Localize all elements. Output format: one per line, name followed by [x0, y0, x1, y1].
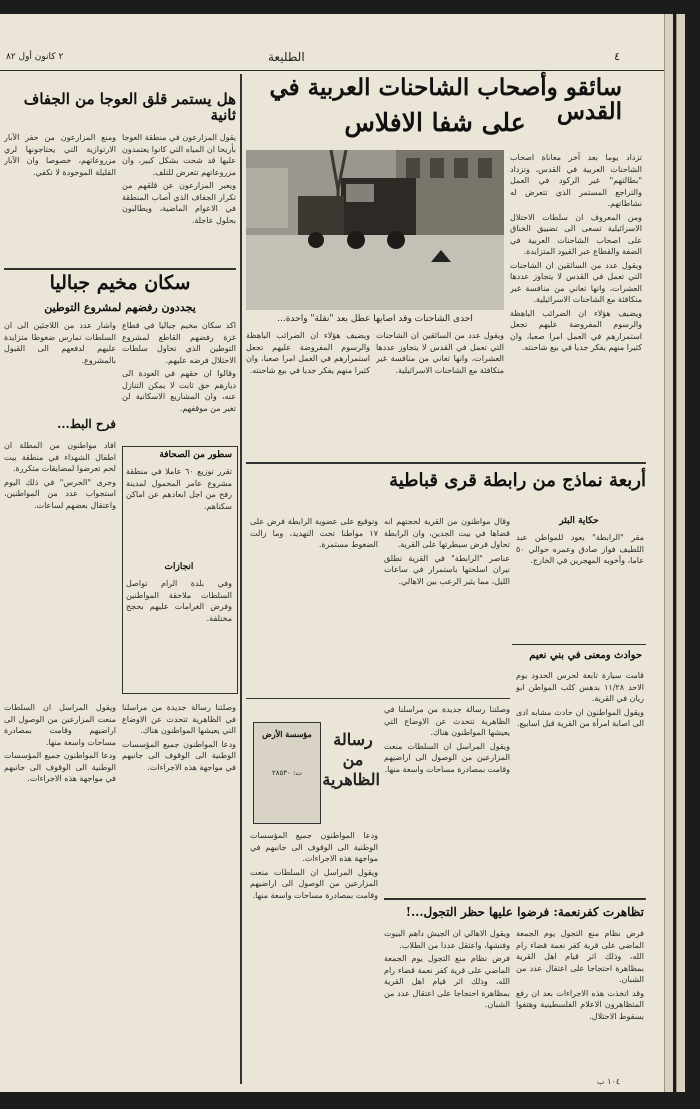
- letter-paragraph: ودعا المواطنون جميع المؤسسات الوطنية الى الوقوف الى جانبهم في مواجهة هذه الاجراءات.: [4, 751, 116, 783]
- section-rule: [4, 268, 236, 270]
- villages-col-a: [516, 532, 644, 638]
- letter-col-a: [384, 704, 510, 894]
- demo-col-a: [516, 928, 644, 1076]
- header-date: ٢ كانون أول ٨٢: [6, 52, 64, 62]
- villages-paragraph: وتوقيع على عضوية الرابطة فرض على ١٧ مواطنا تحت التهديد، وما زالت الضغوط مستمرة.: [250, 517, 378, 549]
- lead-paragraph: ويقول عدد من السائقين ان الشاحنات التي تعمل في القدس لا يتجاوز عددها العشرات، وانها تعاني من منافسة غير متكافئة مع الشاحنات الاسرائيلية.: [510, 260, 642, 304]
- demo-paragraph: ويقول الاهالي ان الجيش داهم البيوت وفتشها، واعتقل عددا من الطلاب.: [384, 929, 510, 950]
- newspaper-name: الطليعة: [268, 50, 305, 64]
- footer-code: ١٠٤ ب: [597, 1077, 620, 1086]
- cases-col: [126, 578, 232, 688]
- section-rule: [384, 898, 646, 900]
- letter-title: رسالة من الظاهرية: [322, 730, 380, 789]
- drought-paragraph: ويعبر المزارعون عن قلقهم من تكرار الجفاف الذي أصاب المنطقة في الاعوام الماضية، ويطالبون بحلول عاجلة.: [122, 181, 236, 225]
- camp-col-a: [122, 320, 236, 440]
- villages-col-c: [250, 516, 378, 692]
- lead-col-right: [510, 152, 642, 454]
- letter-col-b: [250, 830, 378, 1070]
- joy-paragraph: افاد مواطنون من المطلة ان اطفال الشهداء في منطقة بيت لحم تعرضوا لمضايقات متكررة.: [4, 441, 116, 473]
- camp-headline: سكان مخيم جباليا: [49, 272, 191, 294]
- wall-col: [516, 670, 644, 894]
- wall-paragraph: قامت سيارة تابعة لحرس الحدود يوم الاحد ١١/٢٨ بدهس كلب المواطن ابو ريان في القرية.: [516, 671, 644, 703]
- villages-paragraph: مقر "الرابطة" يعود للمواطن عبد اللطيف فواز صادق وعمره حوالي ٥٠ عاما، وأخويه المهجرين في الخارج.: [516, 533, 644, 565]
- page-header: [0, 44, 664, 71]
- letter-paragraph: ويقول المراسل ان السلطات منعت المزارعين من الوصول الى اراضيهم وقامت بمصادرة مساحات واسعة منها.: [4, 703, 116, 747]
- demo-headline: تظاهرت كفرنعمة: فرضوا عليها حظر التجول...!: [405, 905, 644, 919]
- demo-paragraph: وقد اتخذت هذه الاجراءات بعد ان رفع المتظاهرون الاعلام الفلسطينية وهتفوا بسقوط الاحتلال.: [516, 988, 644, 1021]
- letter-paragraph: وصلتنا رسالة جديدة من مراسلنا في الظاهرية تتحدث عن الاوضاع التي يعيشها المواطنون هناك.: [384, 705, 510, 737]
- ad-title: مؤسسة الأرض: [262, 729, 312, 739]
- joy-headline: فرح البط...: [57, 417, 116, 431]
- drought-col-a: [122, 132, 236, 264]
- page-edge: [664, 14, 673, 1092]
- lead-paragraph: ويضيف هؤلاء ان الضرائب الباهظة والرسوم المفروضة عليهم تجعل استمرارهم في العمل امرا صعبا، وان كثيرا منهم يفكر جديا في بيع شاحنته.: [246, 331, 370, 375]
- page-number: ٤: [614, 50, 620, 63]
- camp-col-b: [4, 320, 116, 420]
- villages-paragraph: وقال مواطنون من القرية لحجتهم انه قضاها في بيت الجدين، وان الرابطة تحاول فرض سيطرتها على القرية.: [384, 517, 510, 549]
- letter-col-c: [122, 702, 236, 1076]
- drought-headline: هل يستمر قلق العوجا من الجفاف ثانية: [23, 90, 236, 124]
- lead-col-bottom-a: [376, 330, 504, 458]
- wall-paragraph: ويقول المواطنون ان حادث مشابه ادى الى اصابة امرأة من القرية قبل اسابيع.: [516, 707, 644, 728]
- lead-paragraph: ويقول عدد من السائقين ان الشاحنات التي تعمل في القدس لا يتجاوز عددها العشرات، وانها تعاني من منافسة غير متكافئة مع الشاحنات الاسرائيلية.: [376, 331, 504, 375]
- letter-paragraph: وصلتنا رسالة جديدة من مراسلنا في الظاهرية تتحدث عن الاوضاع التي يعيشها المواطنون هناك.: [122, 703, 236, 735]
- cases-paragraph: تقرر توزيع ٦٠ عاملا في منطقة مشروع عامر المحمول لمدينة رفح من اجل ابعادهم عن اماكن سكناهم.: [126, 467, 232, 511]
- camp-paragraph: اكد سكان مخيم جباليا في قطاع غزة رفضهم القاطع لمشروع التوطين الذي تحاول سلطات الاحتلال فرضه عليهم.: [122, 321, 236, 365]
- ad-box: [253, 722, 321, 824]
- section-rule: [512, 644, 646, 645]
- letter-paragraph: ودعا المواطنون جميع المؤسسات الوطنية الى الوقوف الى جانبهم في مواجهة هذه الاجراءات.: [122, 739, 236, 772]
- section-rule: [246, 462, 646, 464]
- trucks-photo: [246, 150, 504, 310]
- drought-paragraph: ومنع المزارعون من حفر الآبار الارتوازية التي يحتاجونها لري مزروعاتهم، خصوصا وان الآبار القليلة الموجودة لا تكفي.: [4, 133, 116, 177]
- letter-col-d: [4, 702, 116, 1076]
- column-divider: [240, 74, 242, 1084]
- letter-paragraph: ودعا المواطنون جميع المؤسسات الوطنية الى الوقوف الى جانبهم في مواجهة هذه الاجراءات.: [250, 831, 378, 863]
- trucks-photo-drawing: [246, 150, 504, 310]
- wall-headline: حوادث ومعنى في بني نعيم: [529, 650, 642, 661]
- camp-paragraph: وقالوا ان حقهم في العودة الى ديارهم حق ثابت لا يمكن التنازل عنه، وان المشاريع الاسكانية لن تغير من موقفهم.: [122, 369, 236, 413]
- lead-paragraph: ومن المعروف ان سلطات الاحتلال الاسرائيلية تسعى الى تضييق الخناق على اصحاب الشاحنات العربية في الضفة والقطاع عبر القيود المتزايدة.: [510, 212, 642, 256]
- lead-paragraph: ويضيف هؤلاء ان الضرائب الباهظة والرسوم المفروضة عليهم تجعل استمرارهم في العمل امرا صعبا، وان كثيرا منهم يفكر جديا في بيع شاحنته.: [510, 308, 642, 352]
- demo-col-b: [384, 928, 510, 1076]
- photo-caption: احدى الشاحنات وقد اصابها عطل بعد "نقلة" واحدة...: [277, 314, 473, 324]
- villages-col-label: حكاية البئر: [559, 516, 599, 526]
- cases-paragraph: وفي بلدة الرام تواصل السلطات ملاحقة المواطنين وفرض الغرامات عليهم بحجج مختلفة.: [126, 579, 232, 623]
- letter-paragraph: ويقول المراسل ان السلطات منعت المزارعين من الوصول الى اراضيهم وقامت بمصادرة مساحات واسعة منها.: [250, 867, 378, 900]
- camp-paragraph: واشار عدد من اللاجئين الى ان السلطات تمارس ضغوطا متزايدة عليهم لدفعهم الى القبول بالمشروع.: [4, 321, 116, 365]
- letter-paragraph: ويقول المراسل ان السلطات منعت المزارعين من الوصول الى اراضيهم وقامت بمصادرة مساحات واسعة منها.: [384, 741, 510, 774]
- lead-headline-line2: على شفا الافلاس: [344, 108, 526, 137]
- lead-paragraph: تزداد يوما بعد آخر معاناة اصحاب الشاحنات العربية في القدس، وتزداد "بطالتهم" غير الركود في العمل والتراجع المستمر الذي تتعرض له نشاطاتهم.: [510, 153, 642, 208]
- cases-label-left: انجازات: [164, 562, 194, 572]
- drought-col-b: [4, 132, 116, 264]
- page-edge: [676, 14, 685, 1092]
- camp-subheadline: يجددون رفضهم لمشروع التوطين: [44, 301, 196, 314]
- lead-col-bottom-b: [246, 330, 370, 458]
- lead-headline-line1: سائقو وأصحاب الشاحنات العربية في القدس: [269, 74, 622, 126]
- cases-col: [126, 466, 232, 558]
- section-rule: [246, 698, 510, 699]
- newspaper-page: [0, 14, 664, 1092]
- villages-headline: أربعة نماذج من رابطة قرى قباطية: [389, 470, 646, 491]
- cases-label-right: سطور من الصحافة: [159, 450, 232, 460]
- drought-paragraph: يقول المزارعون في منطقة العوجا بأريحا ان المياه التي كانوا يعتمدون عليها قد شحت بشكل كبير، وان مزروعاتهم تتعرض للتلف.: [122, 133, 236, 177]
- ad-text: ت: ٢٨٥٣٠: [272, 769, 302, 777]
- villages-col-b: [384, 516, 510, 692]
- demo-paragraph: فرض نظام منع التجول يوم الجمعة الماضي على قرية كفر نعمة قضاء رام الله، وذلك اثر قيام اهل القرية بمظاهرة احتجاجا على اعتقال عدد من الشبان.: [516, 929, 644, 984]
- joy-col: [4, 440, 116, 692]
- demo-paragraph: فرض نظام منع التجول يوم الجمعة الماضي على قرية كفر نعمة قضاء رام الله، وذلك اثر قيام اهل القرية بمظاهرة احتجاجا على اعتقال عدد من الشبان.: [384, 954, 510, 1009]
- villages-paragraph: عناصر "الرابطة" في القرية تطلق نيران اسلحتها باستمرار في ساعات الليل، مما يثير الرعب بين الاهالي.: [384, 553, 510, 586]
- joy-paragraph: وجرى "الحرس" في ذلك اليوم استجواب عدد من المواطنين، واعتقال بعضهم لساعات.: [4, 477, 116, 510]
